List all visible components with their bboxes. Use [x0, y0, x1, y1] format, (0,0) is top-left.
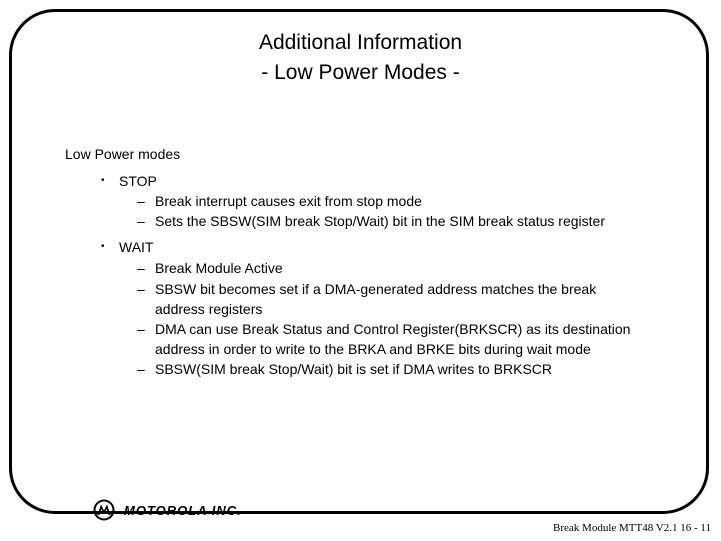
slide-title-line2: - Low Power Modes -: [261, 61, 460, 84]
wait-item-2: SBSW bit becomes set if a DMA-generated address matches the break: [155, 281, 597, 297]
wait-label: WAIT: [119, 239, 154, 255]
dash-icon: –: [137, 260, 145, 276]
stop-item-2: Sets the SBSW(SIM break Stop/Wait) bit in the SIM break status register: [155, 213, 605, 229]
wait-item-3-cont: address in order to write to the BRKA and BRKE bits during wait mode: [155, 341, 591, 357]
dash-icon: –: [137, 193, 145, 209]
slide-title-line1: Additional Information: [258, 31, 463, 54]
wait-item-2-cont: address registers: [155, 301, 263, 317]
stop-item-1: Break interrupt causes exit from stop mode: [155, 193, 422, 209]
stop-label: STOP: [119, 173, 157, 189]
bullet-icon: •: [101, 175, 105, 186]
wait-item-4: SBSW(SIM break Stop/Wait) bit is set if DMA writes to BRKSCR: [155, 361, 553, 377]
wait-item-3: DMA can use Break Status and Control Register(BRKSCR) as its destination: [155, 321, 631, 337]
dash-icon: –: [137, 361, 145, 377]
dash-icon: –: [137, 281, 145, 297]
wait-item-1: Break Module Active: [155, 260, 283, 276]
dash-icon: –: [137, 213, 145, 229]
dash-icon: –: [137, 321, 145, 337]
logo-wordmark: MOTOROLA INC.: [124, 503, 242, 518]
footer-text: Break Module MTT48 V2.1 16 - 11: [553, 522, 711, 534]
bullet-icon: •: [101, 241, 105, 252]
motorola-batwing-icon: [93, 499, 115, 521]
section-heading: Low Power modes: [65, 146, 181, 162]
